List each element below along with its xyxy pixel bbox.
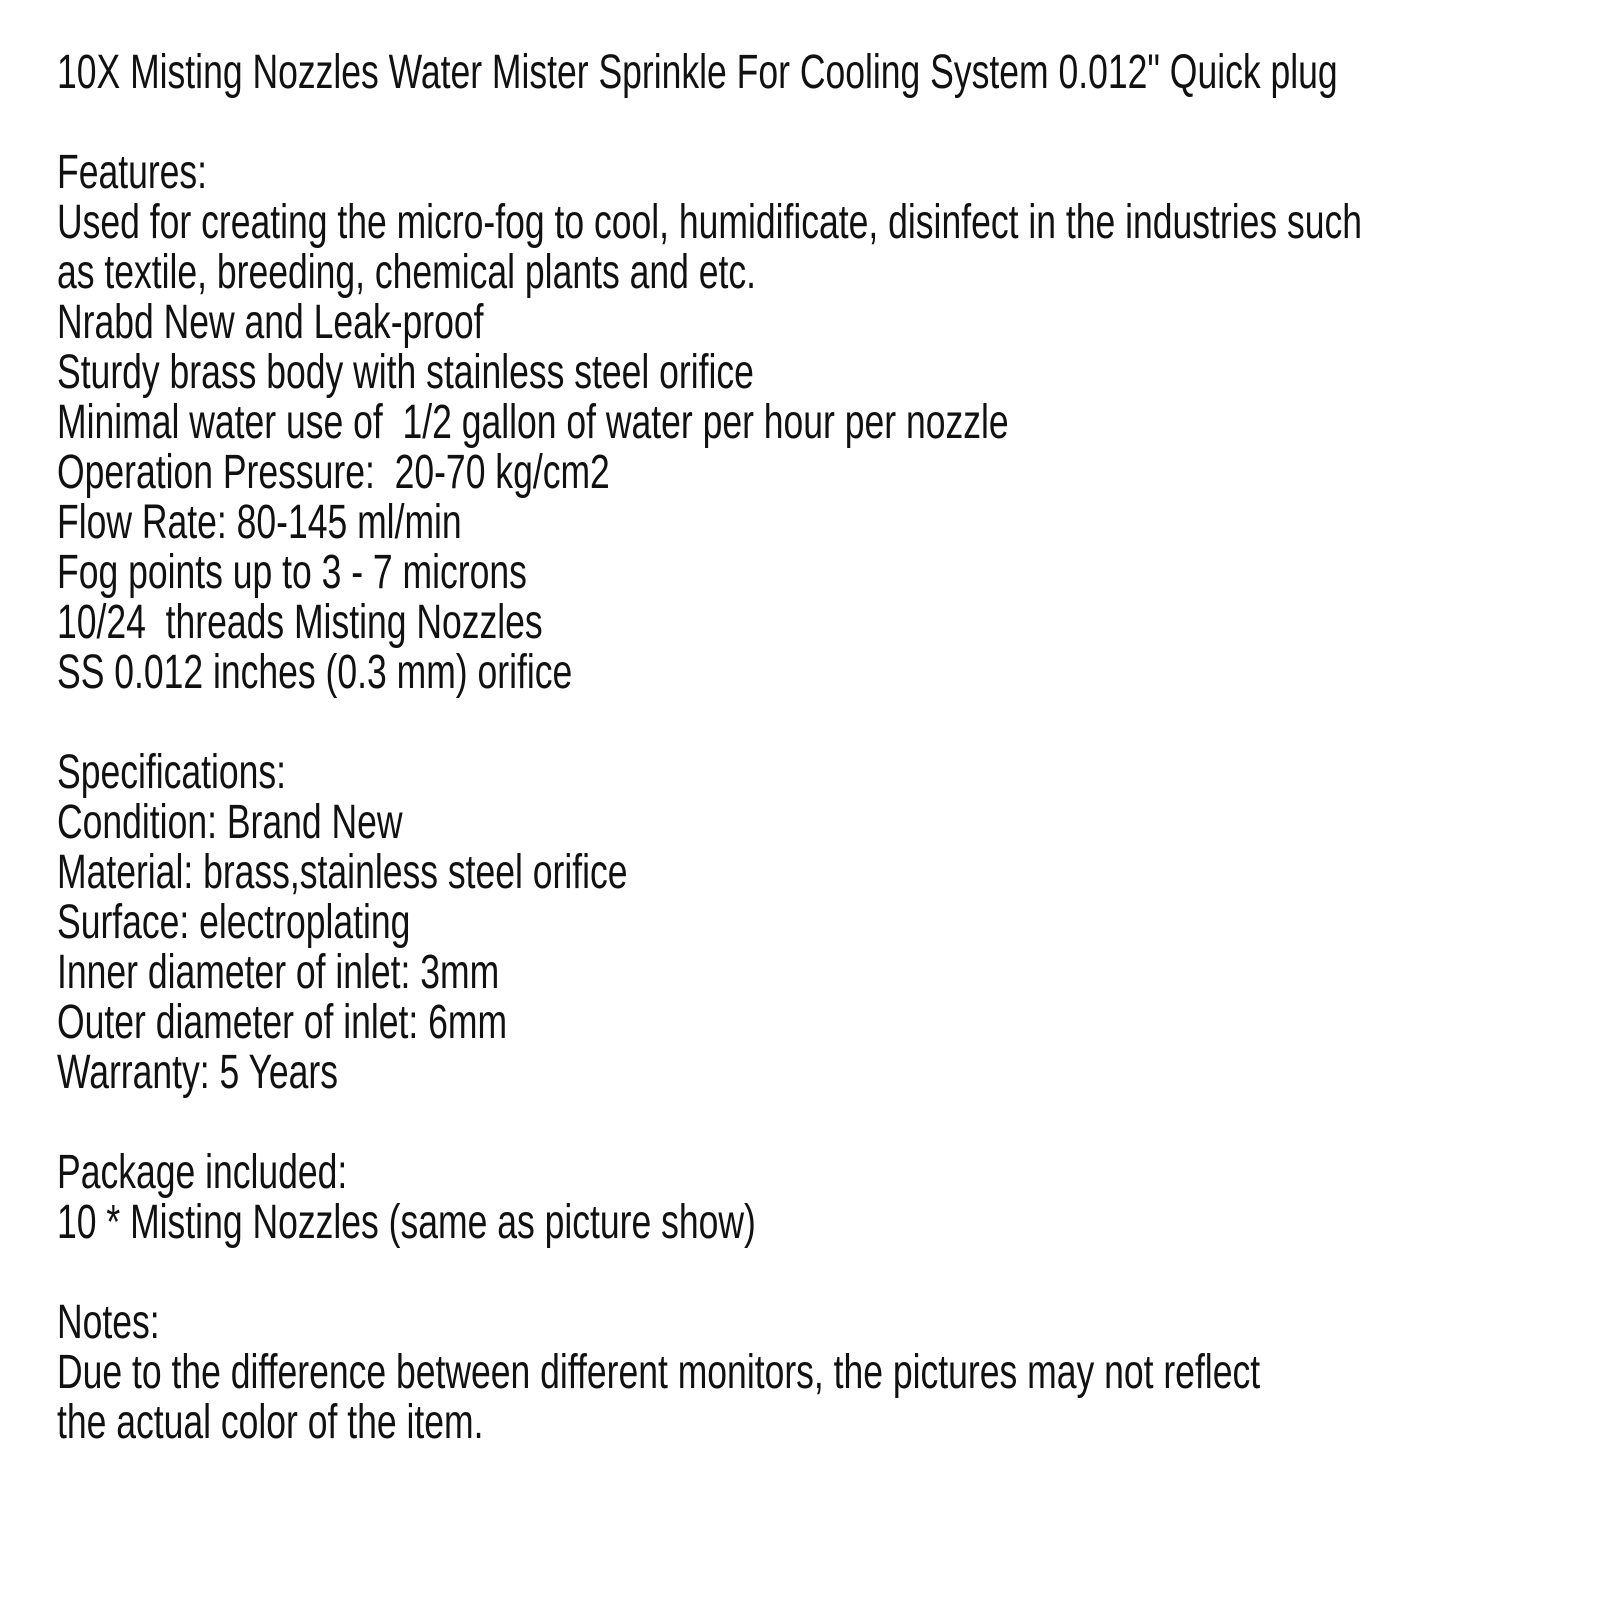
specifications-line-7: Warranty: 5 Years xyxy=(57,1046,339,1099)
features-line-8: Flow Rate: 80-145 ml/min xyxy=(57,496,462,549)
specifications-line-2: Condition: Brand New xyxy=(57,796,403,849)
notes-line-2: Due to the difference between different monitors, the pictures may not reflect xyxy=(57,1346,1261,1399)
paragraph-features xyxy=(57,148,1600,698)
specifications-line-3: Material: brass,stainless steel orifice xyxy=(57,846,628,899)
features-line-11: SS 0.012 inches (0.3 mm) orifice xyxy=(57,646,573,699)
document-body xyxy=(57,48,1600,1498)
package-heading: Package included: xyxy=(57,1146,348,1199)
paragraph-package xyxy=(57,1148,1600,1248)
specifications-line-5: Inner diameter of inlet: 3mm xyxy=(57,946,500,999)
specifications-line-4: Surface: electroplating xyxy=(57,896,411,949)
specifications-heading: Specifications: xyxy=(57,746,287,799)
paragraph-title xyxy=(57,48,1600,98)
features-line-6: Minimal water use of 1/2 gallon of water per hour per nozzle xyxy=(57,396,1009,449)
features-line-7: Operation Pressure: 20-70 kg/cm2 xyxy=(57,446,610,499)
notes-line-3: the actual color of the item. xyxy=(57,1396,484,1449)
package-line-2: 10 * Misting Nozzles (same as picture show) xyxy=(57,1196,756,1249)
features-line-9: Fog points up to 3 - 7 microns xyxy=(57,546,527,599)
features-line-3: as textile, breeding, chemical plants and etc. xyxy=(57,246,756,299)
paragraph-specifications xyxy=(57,748,1600,1098)
features-line-10: 10/24 threads Misting Nozzles xyxy=(57,596,543,649)
title-line-1: 10X Misting Nozzles Water Mister Sprinkle For Cooling System 0.012" Quick plug xyxy=(57,46,1338,99)
features-line-4: Nrabd New and Leak-proof xyxy=(57,296,484,349)
features-heading: Features: xyxy=(57,146,208,199)
features-line-5: Sturdy brass body with stainless steel orifice xyxy=(57,346,754,399)
paragraph-notes xyxy=(57,1298,1600,1448)
notes-heading: Notes: xyxy=(57,1296,160,1349)
features-line-2: Used for creating the micro-fog to cool, humidificate, disinfect in the industries such xyxy=(57,196,1363,249)
specifications-line-6: Outer diameter of inlet: 6mm xyxy=(57,996,508,1049)
